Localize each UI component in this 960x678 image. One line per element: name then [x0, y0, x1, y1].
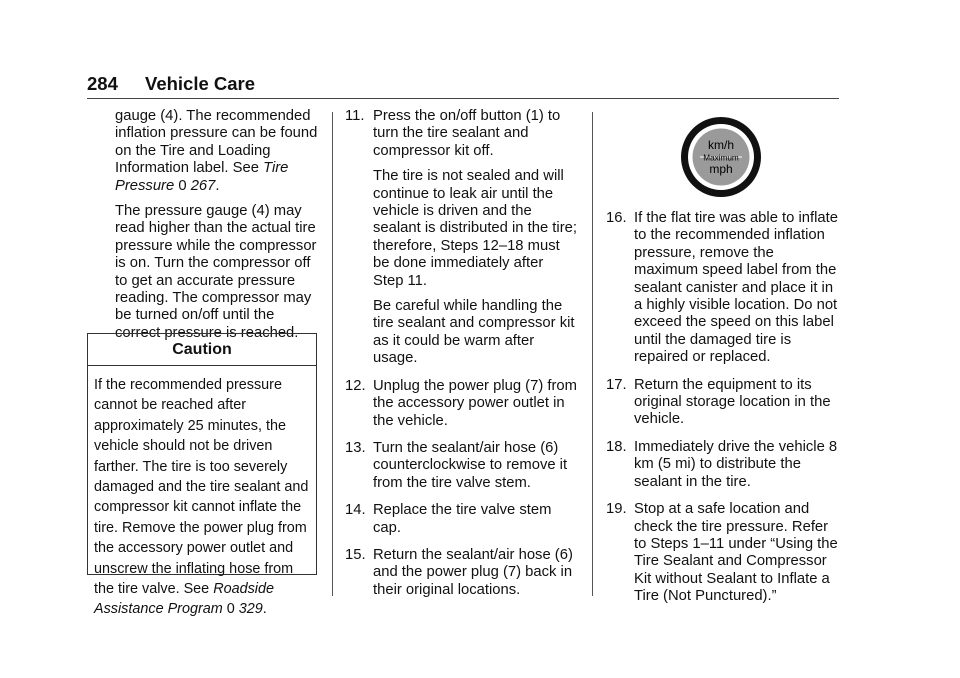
caution-body: If the recommended pressure cannot be reached after approximately 25 minutes, the vehicle should not be driven farther. The tire is too severely damaged and the tire sealant and compressor kit cannot inflate the tire. Remove the power plug from the accessory power outlet and unscrew the inflating hose from the tire valve. See Roadside Assistance Program 0 329. [94, 377, 309, 618]
step-12: 12. Unplug the power plug (7) from the accessory power outlet in the vehicle. [345, 377, 577, 429]
step-19: 19. Stop at a safe location and check the tire pressure. Refer to Steps 1–11 under “Using the Tire Sealant and Compressor Kit without Sealant to Inflate a Tire (Not Punctured).” [606, 501, 838, 605]
tire-pressure-link[interactable]: Tire Pressure [115, 160, 289, 194]
column-2 [345, 108, 577, 609]
page-ref-267[interactable]: 267 [190, 177, 216, 194]
page-header [87, 70, 839, 99]
column-3 [606, 210, 838, 616]
section-title: Vehicle Care [145, 73, 256, 94]
step-17: 17. Return the equipment to its original storage location in the vehicle. [606, 376, 831, 428]
page-ref-329[interactable]: 329 [238, 601, 263, 618]
page-ref-arrow: 0 [226, 601, 235, 618]
step-14: 14. Replace the tire valve stem cap. [345, 502, 552, 536]
caution-title: Caution [88, 334, 316, 366]
roadside-assistance-link[interactable]: Roadside Assistance Program [94, 581, 274, 618]
page-ref-arrow: 0 [178, 177, 187, 194]
step-18: 18. Immediately drive the vehicle 8 km (5 mi) to distribute the sealant in the tire. [606, 438, 838, 490]
paragraph-pressure-gauge: The pressure gauge (4) may read higher than the actual tire pressure while the compressor is on. Turn the compressor off to get an accurate pressure reading. The compressor may be turned on/off until the correct pressure is reached. [115, 203, 317, 341]
column-1 [115, 108, 321, 350]
svg-text:km/h: km/h [707, 138, 735, 152]
maximum-speed-label-icon [680, 116, 762, 198]
column-divider-left [332, 112, 333, 596]
step-15: 15. Return the sealant/air hose (6) and the power plug (7) back in their original locations. [345, 546, 573, 598]
svg-text:mph: mph [709, 162, 733, 176]
caution-box [87, 333, 317, 618]
step-11: 11. Press the on/off button (1) to turn the tire sealant and compressor kit off. The tire is not sealed and will continue to leak air until the vehicle is driven and the sealant is distributed in the tire; therefore, Steps 12–18 must be done immediately after Step 11. Be careful while handling the tire sealant and compressor kit as it could be warm after usage. [345, 108, 577, 367]
step-13: 13. Turn the sealant/air hose (6) counterclockwise to remove it from the tire valve stem. [345, 439, 568, 491]
column-divider-right [592, 112, 593, 596]
step-16: 16. If the flat tire was able to inflate to the recommended inflation pressure, remove the maximum speed label from the sealant canister and place it in a highly visible location. Do not exceed the speed on this label until the damaged tire is repaired or replaced. [606, 210, 838, 366]
page-number: 284 [87, 73, 118, 94]
paragraph-inflation-pressure: gauge (4). The recommended inflation pressure can be found on the Tire and Loading Information label. See Tire Pressure 0 267. [115, 108, 318, 194]
svg-text:Maximum: Maximum [703, 153, 739, 163]
